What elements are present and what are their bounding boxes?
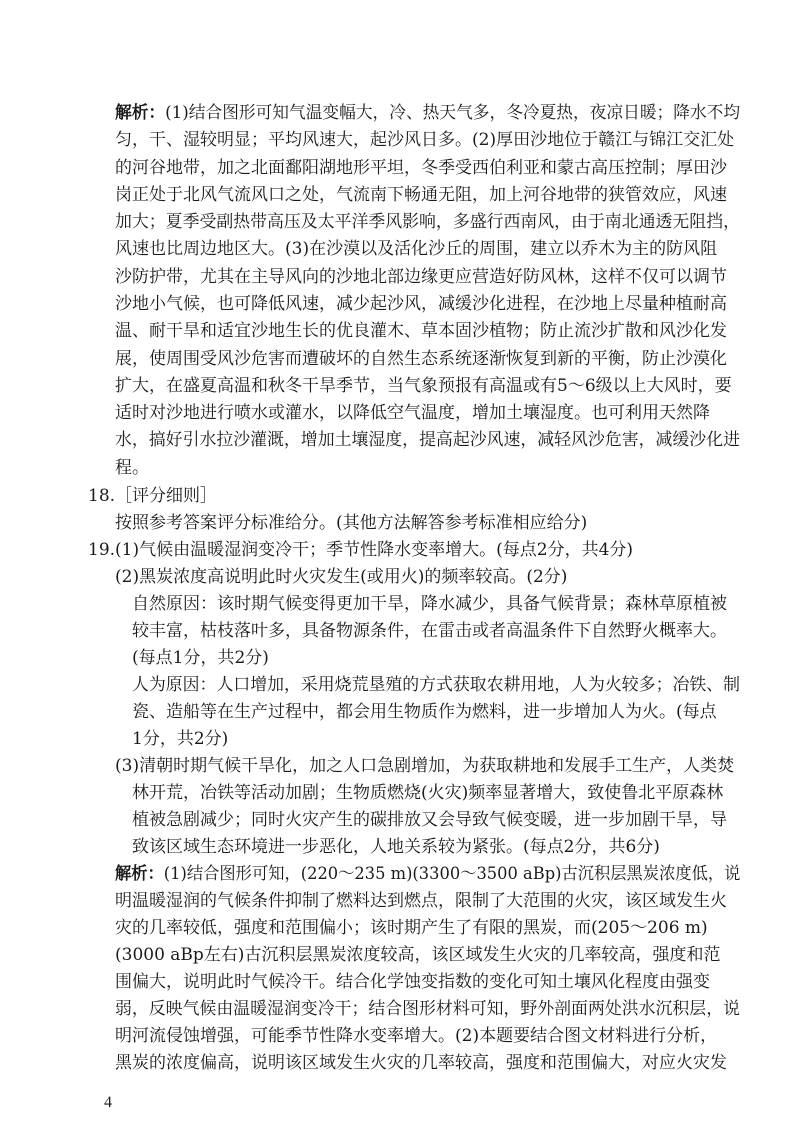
q19-part3-2: 林开荒，冶铁等活动加剧；生物质燃烧(火灾)频率显著增大，致使鲁北平原森林 xyxy=(132,783,724,803)
analysis-17-line-8: 沙地小气候，也可降低风速，减少起沙风，减缓沙化进程，在沙地上尽量种植耐高 xyxy=(115,294,727,314)
q19-human-score: 1分，共2分) xyxy=(132,729,229,749)
analysis-19-line-4: (3000 aBp左右)古沉积层黑炭浓度较高，该区域发生火灾的几率较高，强度和范 xyxy=(115,945,721,965)
analysis-17-line-11: 扩大，在盛夏高温和秋冬干旱季节，当气象预报有高温或有5～6级以上大风时，要 xyxy=(115,376,732,396)
analysis-19-line-1: 解析：(1)结合图形可知，(220～235 m)(3300～3500 aBp)古沉积层黑炭浓度低，说 xyxy=(115,864,741,884)
q19-part2: (2)黑炭浓度高说明此时火灾发生(或用火)的频率较高。(2分) xyxy=(115,567,568,587)
analysis-17-line-10: 展，使周围受风沙危害而遭破坏的自然生态系统逐渐恢复到新的平衡，防止沙漠化 xyxy=(115,349,727,369)
q19-natural-score: (每点1分，共2分) xyxy=(132,648,269,668)
analysis-19-line-6: 弱，反映气候由温暖湿润变冷干；结合图形材料可知，野外剖面两处洪水沉积层，说 xyxy=(115,999,740,1019)
analysis-19-line-7: 明河流侵蚀增强，可能季节性降水变率增大。(2)本题要结合图文材料进行分析， xyxy=(115,1026,718,1046)
analysis-17-line-13: 水，搞好引水拉沙灌溉，增加土壤湿度，提高起沙风速，减轻风沙危害，减缓沙化进 xyxy=(115,430,740,450)
page-number: 4 xyxy=(104,1094,112,1111)
analysis-19-line-3: 灾的几率较低，强度和范围偏小；该时期产生了有限的黑炭，而(205～206 m) xyxy=(115,918,708,938)
q19-natural-1: 自然原因：该时期气候变得更加干旱，降水减少，具备气候背景；森林草原植被 xyxy=(132,594,727,614)
analysis-17-line-7: 沙防护带，尤其在主导风向的沙地北部边缘更应营造好防风林，这样不仅可以调节 xyxy=(115,267,727,287)
q18-heading: 18.［评分细则］ xyxy=(88,486,218,506)
analysis-17-line-6: 风速也比周边地区大。(3)在沙漠以及活化沙丘的周围，建立以乔木为主的防风阻 xyxy=(115,239,718,259)
analysis-17-line-2: 匀，干、湿较明显；平均风速大，起沙风日多。(2)厚田沙地位于赣江与锦江交汇处 xyxy=(115,130,735,150)
analysis-17-line-3: 的河谷地带，加之北面鄱阳湖地形平坦，冬季受西伯利亚和蒙古高压控制；厚田沙 xyxy=(115,158,727,178)
analysis-17-line-1: 解析：(1)结合图形可知气温变幅大，冷、热天气多，冬冷夏热，夜凉日暖；降水不均 xyxy=(115,103,741,123)
q19-part3-3: 植被急剧减少；同时火灾产生的碳排放又会导致气候变暖，进一步加剧干旱，导 xyxy=(132,810,727,830)
q19-natural-2: 较丰富，枯枝落叶多，具备物源条件，在雷击或者高温条件下自然野火概率大。 xyxy=(132,621,727,641)
q19-human-1: 人为原因：人口增加，采用烧荒垦殖的方式获取农耕用地，人为火较多；冶铁、制 xyxy=(132,675,741,695)
analysis-17-line-14: 程。 xyxy=(115,458,149,478)
analysis-19-line-8: 黑炭的浓度偏高，说明该区域发生火灾的几率较高，强度和范围偏大，对应火灾发 xyxy=(115,1053,727,1073)
analysis-17-line-5: 加大；夏季受副热带高压及太平洋季风影响，多盛行西南风，由于南北通透无阻挡， xyxy=(115,212,740,232)
analysis-label-19: 解析： xyxy=(115,864,164,884)
q19-part3-1: (3)清朝时期气候干旱化，加之人口急剧增加，为获取耕地和发展手工生产，人类焚 xyxy=(115,756,735,776)
analysis-17-line-4: 岗正处于北风气流风口之处，气流南下畅通无阻，加上河谷地带的狭管效应，风速 xyxy=(115,185,727,205)
analysis-17-line-9: 温、耐干旱和适宜沙地生长的优良灌木、草本固沙植物；防止流沙扩散和风沙化发 xyxy=(115,321,727,341)
q19-part1: 19.(1)气候由温暖湿润变冷干；季节性降水变率增大。(每点2分，共4分) xyxy=(88,540,634,560)
q19-part3-4: 致该区域生态环境进一步恶化，人地关系较为紧张。(每点2分，共6分) xyxy=(132,837,660,857)
analysis-17-line-12: 适时对沙地进行喷水或灌水，以降低空气温度，增加土壤湿度。也可利用天然降 xyxy=(115,403,710,423)
q19-human-2: 瓷、造船等在生产过程中，都会用生物质作为燃料，进一步增加人为火。(每点 xyxy=(132,702,717,722)
analysis-19-line-5: 围偏大，说明此时气候冷干。结合化学蚀变指数的变化可知土壤风化程度由强变 xyxy=(115,972,710,992)
analysis-19-line-2: 明温暖湿润的气候条件抑制了燃料达到燃点，限制了大范围的火灾，该区域发生火 xyxy=(115,891,727,911)
q18-body: 按照参考答案评分标准给分。(其他方法解答参考标准相应给分) xyxy=(115,513,588,533)
analysis-label: 解析： xyxy=(115,103,166,123)
